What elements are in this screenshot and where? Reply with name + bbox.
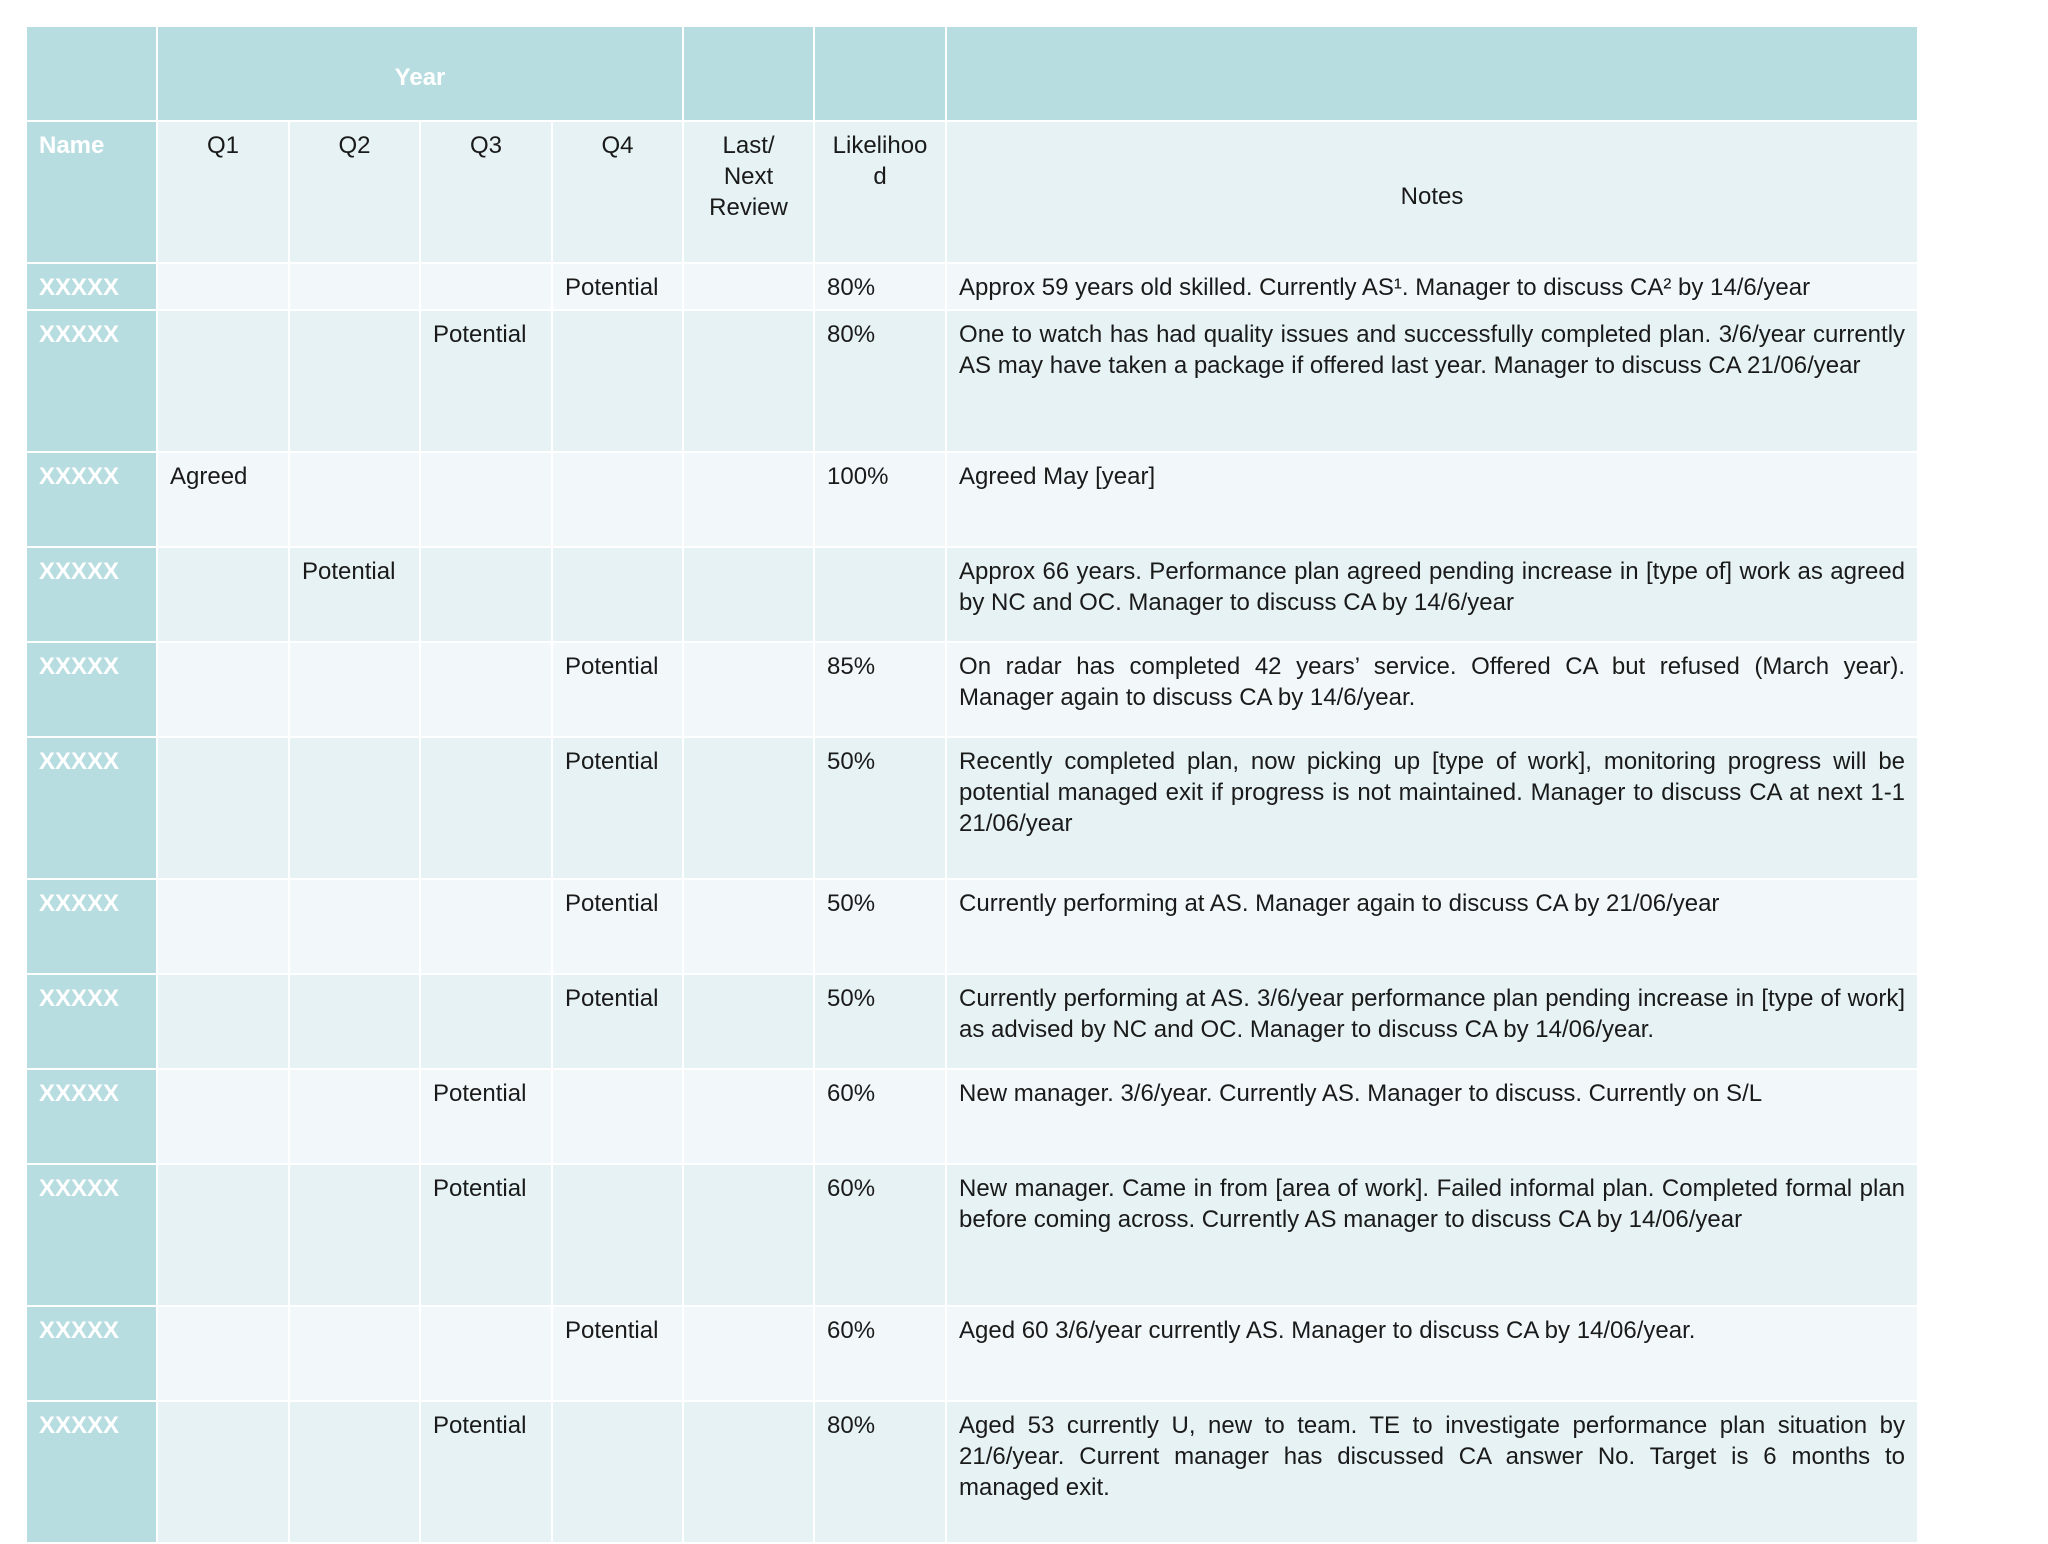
cell-q4: [552, 1069, 683, 1164]
cell-q2: [289, 1306, 420, 1401]
cell-q1: [157, 310, 289, 452]
cell-notes: New manager. Came in from [area of work]. Failed informal plan. Completed formal plan before coming across. Currently AS manager to discuss CA by 14/06/year: [946, 1164, 1918, 1306]
cell-q2: [289, 1401, 420, 1543]
cell-q3: [420, 1306, 552, 1401]
cell-q1: [157, 1401, 289, 1543]
cell-review: [683, 310, 814, 452]
cell-notes: Currently performing at AS. Manager again to discuss CA by 21/06/year: [946, 879, 1918, 974]
cell-name: XXXXX: [26, 1164, 157, 1306]
tracker-table: [25, 25, 1919, 1544]
cell-q1: [157, 642, 289, 737]
cell-notes: Agreed May [year]: [946, 452, 1918, 547]
cell-q4: [552, 547, 683, 642]
cell-q2: [289, 263, 420, 310]
cell-q3: [420, 974, 552, 1069]
table-row: [26, 879, 1918, 974]
cell-review: [683, 974, 814, 1069]
header-blank-notes: [946, 26, 1918, 121]
cell-notes: Currently performing at AS. 3/6/year performance plan pending increase in [type of work] as advised by NC and OC. Manager to discuss CA by 14/06/year.: [946, 974, 1918, 1069]
likelihood-column-header: Likelihoo d: [814, 121, 946, 263]
cell-q1: [157, 1306, 289, 1401]
cell-q3: [420, 263, 552, 310]
table-row: [26, 1164, 1918, 1306]
cell-q1: [157, 974, 289, 1069]
cell-notes: Aged 53 currently U, new to team. TE to investigate performance plan situation by 21/6/year. Current manager has discussed CA answer No. Target is 6 months to managed exit.: [946, 1401, 1918, 1543]
cell-q3: [420, 452, 552, 547]
cell-notes: New manager. 3/6/year. Currently AS. Manager to discuss. Currently on S/L: [946, 1069, 1918, 1164]
cell-q4: [552, 1164, 683, 1306]
cell-q1: [157, 737, 289, 879]
cell-q3: Potential: [420, 1164, 552, 1306]
cell-q1: [157, 547, 289, 642]
cell-review: [683, 452, 814, 547]
cell-name: XXXXX: [26, 642, 157, 737]
cell-name: XXXXX: [26, 547, 157, 642]
cell-q3: [420, 879, 552, 974]
table-row: [26, 1306, 1918, 1401]
cell-q4: Potential: [552, 263, 683, 310]
cell-likelihood: 80%: [814, 1401, 946, 1543]
cell-q2: [289, 310, 420, 452]
header-row-year: [26, 26, 1918, 121]
notes-column-header: Notes: [946, 121, 1918, 263]
cell-q3: [420, 642, 552, 737]
table-row: [26, 1069, 1918, 1164]
cell-q2: [289, 1164, 420, 1306]
cell-q2: [289, 642, 420, 737]
cell-review: [683, 879, 814, 974]
cell-name: XXXXX: [26, 1306, 157, 1401]
cell-likelihood: 50%: [814, 737, 946, 879]
table-row: [26, 974, 1918, 1069]
cell-name: XXXXX: [26, 1401, 157, 1543]
table-row: [26, 263, 1918, 310]
cell-likelihood: 80%: [814, 263, 946, 310]
cell-q2: [289, 452, 420, 547]
cell-review: [683, 642, 814, 737]
cell-name: XXXXX: [26, 310, 157, 452]
cell-likelihood: 80%: [814, 310, 946, 452]
cell-q1: Agreed: [157, 452, 289, 547]
header-blank-likelihood: [814, 26, 946, 121]
cell-likelihood: 50%: [814, 974, 946, 1069]
name-column-header: Name: [26, 121, 157, 263]
cell-name: XXXXX: [26, 452, 157, 547]
cell-likelihood: 60%: [814, 1306, 946, 1401]
q4-column-header: Q4: [552, 121, 683, 263]
cell-name: XXXXX: [26, 737, 157, 879]
cell-review: [683, 737, 814, 879]
cell-q1: [157, 1069, 289, 1164]
q2-column-header: Q2: [289, 121, 420, 263]
cell-q1: [157, 263, 289, 310]
cell-q2: [289, 737, 420, 879]
cell-notes: Recently completed plan, now picking up [type of work], monitoring progress will be potential managed exit if progress is not maintained. Manager to discuss CA at next 1-1 21/06/year: [946, 737, 1918, 879]
cell-review: [683, 263, 814, 310]
table-row: [26, 1401, 1918, 1543]
cell-likelihood: 100%: [814, 452, 946, 547]
table-row: [26, 547, 1918, 642]
tracker-sheet: [25, 25, 1917, 1544]
cell-q3: Potential: [420, 310, 552, 452]
cell-notes: Aged 60 3/6/year currently AS. Manager to discuss CA by 14/06/year.: [946, 1306, 1918, 1401]
cell-q4: Potential: [552, 642, 683, 737]
cell-notes: One to watch has had quality issues and successfully completed plan. 3/6/year currently AS may have taken a package if offered last year. Manager to discuss CA 21/06/year: [946, 310, 1918, 452]
q1-column-header: Q1: [157, 121, 289, 263]
cell-q2: [289, 974, 420, 1069]
header-row-columns: [26, 121, 1918, 263]
cell-likelihood: [814, 547, 946, 642]
cell-q4: Potential: [552, 737, 683, 879]
cell-notes: Approx 66 years. Performance plan agreed pending increase in [type of] work as agreed by NC and OC. Manager to discuss CA by 14/6/year: [946, 547, 1918, 642]
cell-review: [683, 1401, 814, 1543]
cell-q3: [420, 547, 552, 642]
cell-review: [683, 1164, 814, 1306]
cell-q4: [552, 310, 683, 452]
cell-q4: Potential: [552, 879, 683, 974]
cell-likelihood: 60%: [814, 1069, 946, 1164]
cell-review: [683, 547, 814, 642]
cell-q2: [289, 879, 420, 974]
table-row: [26, 737, 1918, 879]
cell-q3: [420, 737, 552, 879]
header-blank-review: [683, 26, 814, 121]
review-column-header: Last/ Next Review: [683, 121, 814, 263]
cell-likelihood: 50%: [814, 879, 946, 974]
cell-name: XXXXX: [26, 974, 157, 1069]
cell-q2: Potential: [289, 547, 420, 642]
cell-notes: On radar has completed 42 years’ service. Offered CA but refused (March year). Manager again to discuss CA by 14/6/year.: [946, 642, 1918, 737]
cell-q4: Potential: [552, 974, 683, 1069]
table-row: [26, 642, 1918, 737]
cell-review: [683, 1069, 814, 1164]
cell-name: XXXXX: [26, 263, 157, 310]
cell-review: [683, 1306, 814, 1401]
cell-notes: Approx 59 years old skilled. Currently AS¹. Manager to discuss CA² by 14/6/year: [946, 263, 1918, 310]
table-row: [26, 452, 1918, 547]
cell-q4: [552, 1401, 683, 1543]
cell-name: XXXXX: [26, 1069, 157, 1164]
cell-q1: [157, 1164, 289, 1306]
cell-q4: Potential: [552, 1306, 683, 1401]
header-corner-cell: [26, 26, 157, 121]
cell-q3: Potential: [420, 1401, 552, 1543]
cell-q1: [157, 879, 289, 974]
cell-q2: [289, 1069, 420, 1164]
cell-likelihood: 60%: [814, 1164, 946, 1306]
cell-q4: [552, 452, 683, 547]
cell-name: XXXXX: [26, 879, 157, 974]
cell-likelihood: 85%: [814, 642, 946, 737]
year-header: Year: [157, 26, 683, 121]
table-row: [26, 310, 1918, 452]
q3-column-header: Q3: [420, 121, 552, 263]
cell-q3: Potential: [420, 1069, 552, 1164]
